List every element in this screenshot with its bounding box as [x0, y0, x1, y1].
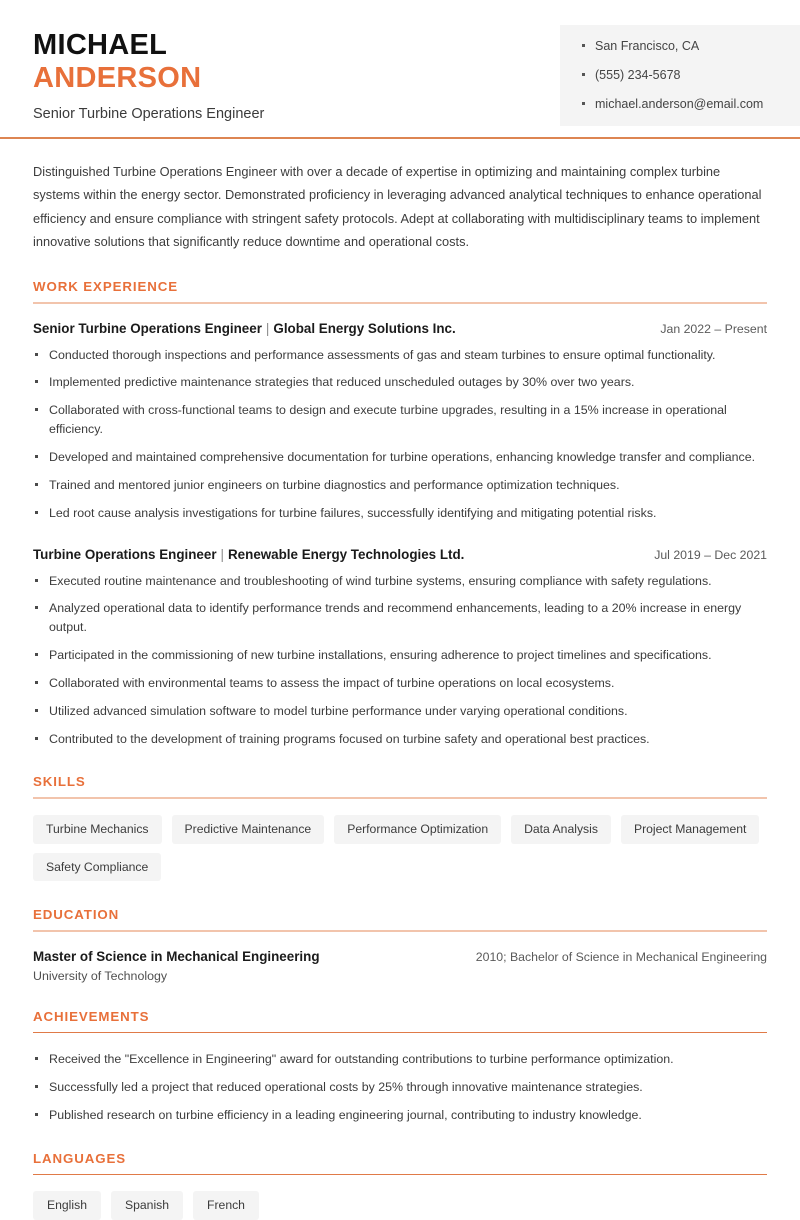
skill-chip: Safety Compliance: [33, 853, 161, 882]
bullet-icon: [35, 606, 38, 609]
section-divider: [33, 1174, 767, 1176]
language-chip: English: [33, 1191, 101, 1220]
list-item-text: Implemented predictive maintenance strategies that reduced unscheduled outages by 30% over two years.: [49, 375, 635, 390]
education-entry: [33, 949, 767, 983]
page-title: Senior Turbine Operations Engineer: [33, 105, 265, 122]
experience-entry: [33, 321, 767, 523]
bullet-icon: [35, 1085, 38, 1088]
education-school: University of Technology: [33, 968, 168, 983]
list-item: [33, 572, 767, 591]
contact-email-value: michael.anderson@email.com: [595, 97, 764, 111]
bullet-icon: [35, 455, 38, 458]
contact-item-phone[interactable]: [582, 68, 800, 83]
list-item: [33, 702, 767, 721]
resume-content: [0, 160, 800, 1220]
section-divider: [33, 797, 767, 799]
experience-dates: Jul 2019 – Dec 2021: [654, 547, 767, 562]
list-item-text: Trained and mentored junior engineers on turbine diagnostics and performance optimization techniques.: [49, 477, 620, 492]
list-item-text: Participated in the commissioning of new turbine installations, ensuring adherence to project timelines and specifications.: [49, 648, 712, 663]
list-item: [33, 1078, 767, 1097]
experience-dates: Jan 2022 – Present: [660, 321, 767, 336]
bullet-icon: [35, 579, 38, 582]
section-title-education: EDUCATION: [33, 907, 120, 923]
list-item-text: Utilized advanced simulation software to model turbine performance under varying operational conditions.: [49, 703, 628, 718]
bullet-icon: [35, 408, 38, 411]
section-education: [33, 907, 767, 983]
experience-bullets: [33, 572, 767, 749]
education-entry-header: [33, 949, 767, 964]
section-title-languages: LANGUAGES: [33, 1150, 127, 1166]
list-item: [33, 646, 767, 665]
section-divider: [33, 930, 767, 932]
last-name: ANDERSON: [33, 61, 202, 94]
bullet-icon: [35, 709, 38, 712]
list-item: [33, 401, 767, 439]
list-item-text: Received the "Excellence in Engineering" award for outstanding contributions to turbine performance optimization.: [49, 1052, 674, 1067]
list-item: [33, 674, 767, 693]
contact-location-value: San Francisco, CA: [595, 39, 700, 53]
professional-summary: Distinguished Turbine Operations Engineer with over a decade of expertise in optimizing and maintaining complex turbine systems within the energy sector. Demonstrated proficiency in leveraging advanced analytical techniques to enhance operational efficiency and ensure compliance with stringent safety protocols. Adept at collaborating with multidisciplinary teams to implement innovative solutions that significantly reduce downtime and operational costs.: [33, 164, 762, 249]
list-item: [33, 448, 767, 467]
section-title-achievements: ACHIEVEMENTS: [33, 1008, 150, 1024]
list-item-text: Successfully led a project that reduced operational costs by 25% through innovative maintenance strategies.: [49, 1080, 643, 1095]
experience-bullets: [33, 346, 767, 523]
bullet-icon: [582, 44, 585, 47]
list-item-text: Collaborated with cross-functional teams to design and execute turbine upgrades, resulting in a 15% increase in operational efficiency.: [49, 403, 727, 437]
skill-chip: Data Analysis: [511, 815, 611, 844]
achievements-list: [33, 1050, 767, 1125]
list-item-text: Developed and maintained comprehensive documentation for turbine operations, enhancing knowledge transfer and compliance.: [49, 450, 756, 464]
bullet-icon: [35, 1057, 38, 1060]
list-item: [33, 730, 767, 749]
experience-role: Senior Turbine Operations Engineer: [33, 320, 262, 336]
experience-entry-header: [33, 321, 767, 336]
language-chip: Spanish: [111, 1191, 183, 1220]
section-title-work-experience: WORK EXPERIENCE: [33, 279, 179, 295]
section-skills: [33, 774, 767, 881]
list-item-text: Conducted thorough inspections and performance assessments of gas and steam turbines to ensure optimal functionality.: [49, 347, 716, 362]
bullet-icon: [35, 511, 38, 514]
experience-heading: [33, 547, 464, 562]
education-degree: Master of Science in Mechanical Engineering: [33, 948, 320, 964]
skill-chip: Performance Optimization: [334, 815, 501, 844]
contact-info-box: [560, 25, 800, 126]
bullet-icon: [35, 681, 38, 684]
section-title-skills: SKILLS: [33, 774, 86, 790]
list-item: [33, 504, 767, 523]
experience-separator: |: [265, 320, 270, 336]
contact-item-location: [582, 39, 800, 54]
skill-chip: Predictive Maintenance: [172, 815, 325, 844]
list-item-text: Executed routine maintenance and troubleshooting of wind turbine systems, ensuring compliance with safety regulations.: [49, 573, 712, 588]
skill-chip: Project Management: [621, 815, 759, 844]
list-item-text: Led root cause analysis investigations for turbine failures, successfully identifying and mitigating potential risks.: [49, 505, 657, 520]
bullet-icon: [582, 73, 585, 76]
bullet-icon: [582, 102, 585, 105]
experience-role: Turbine Operations Engineer: [33, 546, 217, 562]
experience-company: Global Energy Solutions Inc.: [273, 320, 456, 336]
bullet-icon: [35, 653, 38, 656]
section-work-experience: [33, 279, 767, 748]
list-item-text: Published research on turbine efficiency in a leading engineering journal, contributing to industry knowledge.: [49, 1107, 642, 1122]
experience-separator: |: [220, 546, 225, 562]
list-item: [33, 346, 767, 365]
language-chip: French: [193, 1191, 259, 1220]
list-item-text: Collaborated with environmental teams to assess the impact of turbine operations on local ecosystems.: [49, 675, 615, 690]
experience-entry-header: [33, 547, 767, 562]
experience-entry: [33, 547, 767, 749]
experience-company: Renewable Energy Technologies Ltd.: [228, 546, 465, 562]
education-meta: 2010; Bachelor of Science in Mechanical Engineering: [475, 949, 767, 964]
list-item-text: Analyzed operational data to identify performance trends and recommend enhancements, leading to a 20% increase in energy output.: [49, 601, 742, 635]
bullet-icon: [35, 1113, 38, 1116]
list-item: [33, 1050, 767, 1069]
section-divider: [33, 302, 767, 304]
section-achievements: [33, 1009, 767, 1125]
list-item: [33, 476, 767, 495]
skills-chip-list: [33, 815, 767, 881]
list-item-text: Contributed to the development of training programs focused on turbine safety and operational best practices.: [49, 731, 650, 746]
skill-chip: Turbine Mechanics: [33, 815, 162, 844]
list-item: [33, 373, 767, 392]
first-name: MICHAEL: [33, 29, 168, 61]
bullet-icon: [35, 483, 38, 486]
experience-heading: [33, 321, 456, 336]
section-divider: [33, 1032, 767, 1034]
languages-chip-list: [33, 1191, 767, 1220]
contact-phone-value: (555) 234-5678: [595, 68, 681, 82]
bullet-icon: [35, 737, 38, 740]
list-item: [33, 599, 767, 637]
bullet-icon: [35, 353, 38, 356]
resume-header: [0, 0, 800, 137]
header-identity: [0, 24, 264, 122]
list-item: [33, 1106, 767, 1125]
bullet-icon: [35, 380, 38, 383]
header-divider: [0, 137, 800, 139]
section-languages: [33, 1151, 767, 1220]
contact-item-email[interactable]: [582, 97, 800, 112]
